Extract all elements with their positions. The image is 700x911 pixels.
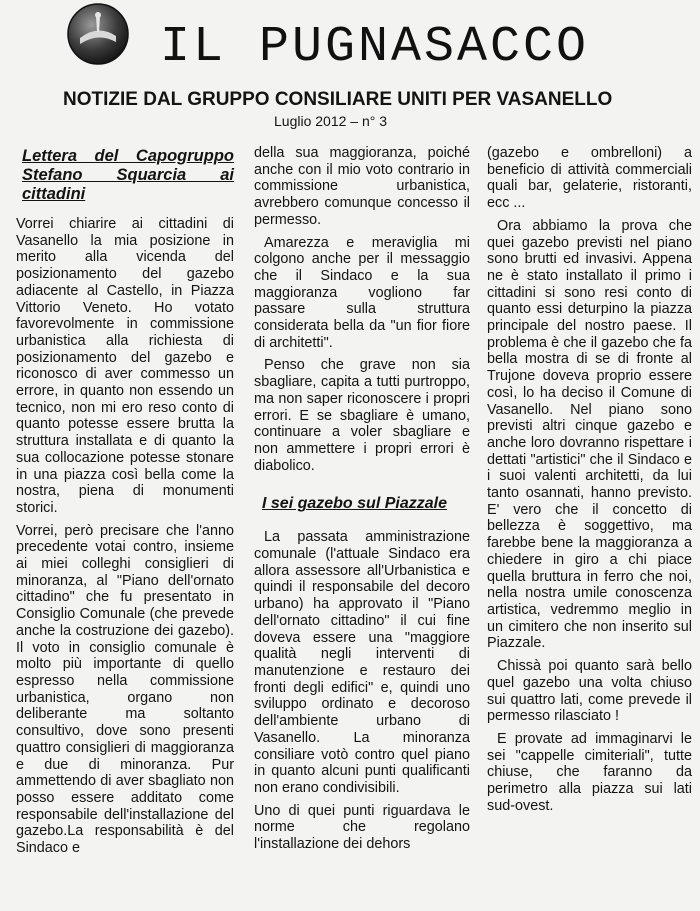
article-2-paragraph: Uno di quei punti riguardava le norme che regolano l'installazione dei dehors: [254, 802, 470, 853]
article-2-paragraph: E provate ad immaginarvi le sei "cappelle cimiteriali", tutte chiuse, che faranno da perimetro alla piazza sui lati sud-ovest.: [487, 730, 692, 814]
article-2-paragraph: (gazebo e ombrelloni) a beneficio di attività commerciali quali bar, gelaterie, ristoranti, ecc ...: [487, 145, 692, 212]
column-3: [487, 145, 692, 820]
article-2-title: I sei gazebo sul Piazzale: [262, 495, 447, 513]
column-1: [16, 145, 234, 863]
article-1-paragraph: Vorrei chiarire ai cittadini di Vasanello la mia posizione in merito alla vicenda del posizionamento del gazebo adiacente al Castello, in Piazza Vittorio Veneto. Ho votato favorevolmente in commissione urbanistica alla richiesta di posizionamento del gazebo e riconosco di aver commesso un errore, in quanto non essendo un tecnico, non mi ero reso conto di quanto potesse essere brutta la struttura installata e di quanto la sua collocazione potesse stonare in una piazza così bella come la nostra, piena di monumenti storici.: [16, 216, 234, 516]
column-2: [254, 145, 470, 859]
article-1-paragraph: Vorrei, però precisare che l'anno precedente votai contro, insieme ai miei colleghi consiglieri di minoranza, al "Piano dell'ornato cittadino" che fu presentato in Consiglio Comunale (che prevede anche la costruzione dei gazebo). Il voto in consiglio comunale è molto più importante di quello espresso nella commissione urbanistica, organo non deliberante ma soltanto consultivo, dove sono presenti quattro consiglieri di maggioranza e due di minoranza. Pur ammettendo di aver sbagliato non posso essere additato come responsabile dell'installazione del gazebo.La responsabilità è del Sindaco e: [16, 522, 234, 857]
article-1-paragraph: della sua maggioranza, poiché anche con il mio voto contrario in commissione urbanistica, avrebbero comunque concesso il permesso.: [254, 145, 470, 228]
party-logo: [66, 2, 130, 66]
article-2-paragraph: Chissà poi quanto sarà bello quel gazebo una volta chiuso sui quattro lati, come prevede il permesso rilasciato !: [487, 658, 692, 725]
article-1-paragraph: Amarezza e meraviglia mi colgono anche per il messaggio che il Sindaco e la sua maggioranza vogliono far passare sulla struttura considerata bella da "un fior fiore di architetti".: [254, 234, 470, 351]
newsletter-subtitle: NOTIZIE DAL GRUPPO CONSILIARE UNITI PER VASANELLO: [63, 89, 613, 110]
article-2-paragraph: Ora abbiamo la prova che quei gazebo previsti nel piano sono brutti ed invasivi. Appena ne è stato installato il primo i cittadini si sono resi conto di quanto essi deturpino la piazza principale del nostro paese. Il problema è che il gazebo che fa bella mostra di se di fronte al Trujone doveva proprio essere così, lo ha deciso il Comune di Vasanello. Nel piano sono previsti altri cinque gazebo e anche loro dovranno rispettare i dettati "artistici" che il Sindaco e i suoi valenti architetti, da lui tanto osannati, hanno previsto. E' vero che il concetto di bellezza è soggettivo, ma farebbe bene la maggioranza a chiedere in giro a chi piace quella bruttura in ferro che noi, nella nostra umile conoscenza artistica, vedremmo meglio in un cimitero che non inserito sul Piazzale.: [487, 217, 692, 652]
masthead-title: IL PUGNASACCO: [160, 19, 590, 76]
issue-date: Luglio 2012 – n° 3: [274, 113, 388, 129]
article-1-title: Lettera del Capogruppo Stefano Squarcia ai cittadini: [22, 147, 234, 203]
article-2-paragraph: La passata amministrazione comunale (l'attuale Sindaco era allora assessore all'Urbanistica e quindi il responsabile del decoro urbano) ha approvato il "Piano dell'ornato cittadino" il cui fine doveva essere una "maggiore qualità negli interventi di manutenzione e restauro dei fronti degli edifici" e, quindi uno sviluppo ordinato e decoroso dell'ambiente urbano di Vasanello. La minoranza consiliare votò contro quel piano in quanto alcuni punti qualificanti non erano condivisibili.: [254, 529, 470, 796]
article-1-paragraph: Penso che grave non sia sbagliare, capita a tutti purtroppo, ma non saper riconoscere i propri errori. E se sbagliare è umano, continuare a voler sbagliare e non ammettere i propri errori è diabolico.: [254, 357, 470, 474]
